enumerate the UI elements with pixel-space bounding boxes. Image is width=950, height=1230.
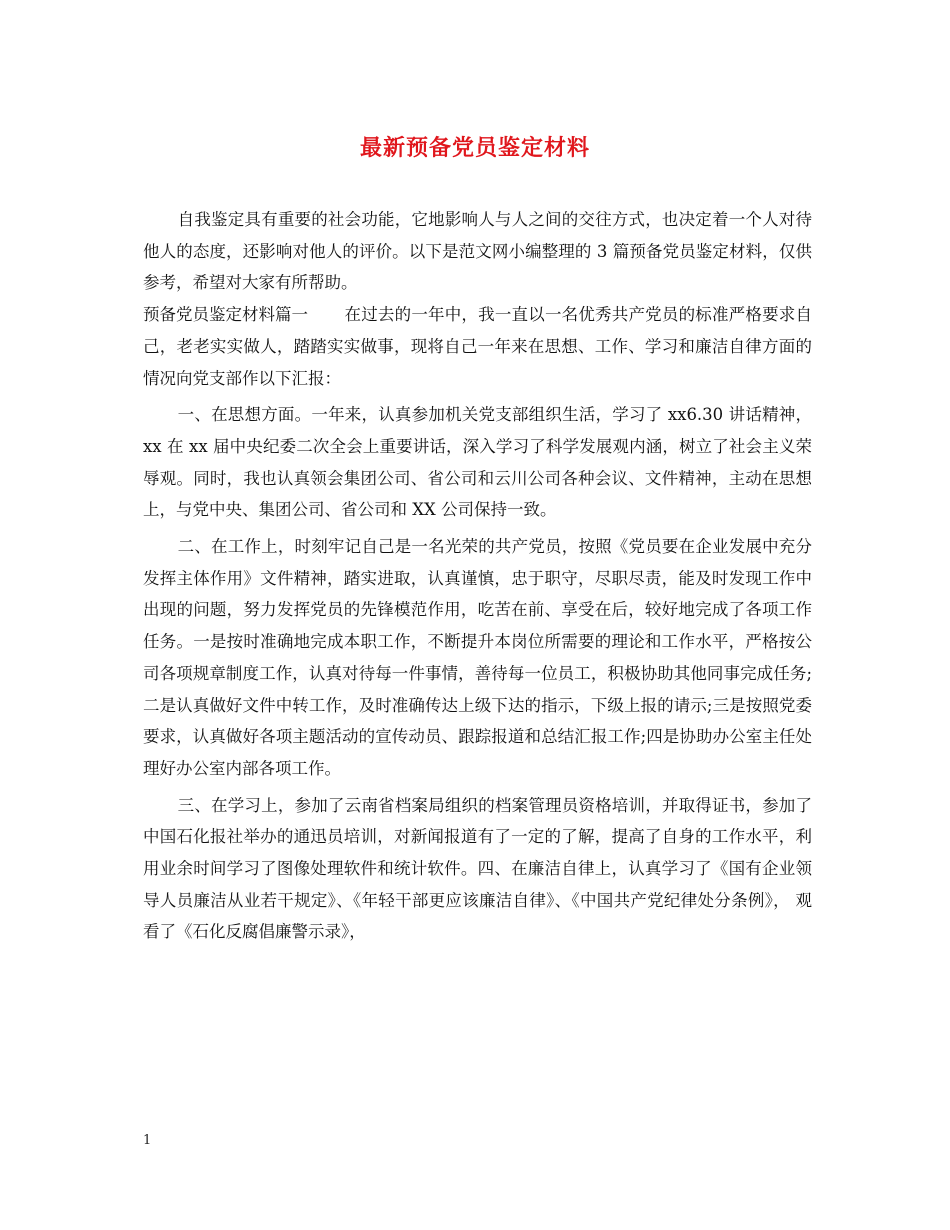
thought-paragraph: 一、在思想方面。一年来，认真参加机关党支部组织生活，学习了 xx6.30 讲话精神，xx 在 xx 届中央纪委二次全会上重要讲话，深入学习了科学发展观内涵，树立了社会主义荣辱观。同时，我也认真领会集团公司、省公司和云川公司各种会议、文件精神，主动在思想上，与党中央、集团公司、省公司和 XX 公司保持一致。 (143, 405, 812, 520)
study-paragraph: 三、在学习上，参加了云南省档案局组织的档案管理员资格培训，并取得证书，参加了中国石化报社举办的通迅员培训，对新闻报道有了一定的了解，提高了自身的工作水平，利用业余时间学习了图像处理软件和统计软件。四、在廉洁自律上，认真学习了《国有企业领导人员廉洁从业若干规定》、《年轻干部更应该廉洁自律》、《中国共产党纪律处分条例》， 观看了《石化反腐倡廉警示录》， (143, 795, 812, 942)
section-heading: 预备党员鉴定材料篇一 (143, 305, 308, 325)
document-body (143, 204, 812, 948)
page-number: 1 (143, 1133, 152, 1148)
intro-paragraph: 自我鉴定具有重要的社会功能，它地影响人与人之间的交往方式，也决定着一个人对待他人的态度，还影响对他人的评价。以下是范文网小编整理的 3 篇预备党员鉴定材料，仅供参考，希望对大家有所帮助。 (143, 210, 812, 293)
work-paragraph: 二、在工作上，时刻牢记自己是一名光荣的共产党员，按照《党员要在企业发展中充分发挥主体作用》文件精神，踏实进取，认真谨慎，忠于职守，尽职尽责，能及时发现工作中出现的问题，努力发挥党员的先锋模范作用，吃苦在前、享受在后，较好地完成了各项工作任务。一是按时准确地完成本职工作，不断提升本岗位所需要的理论和工作水平，严格按公司各项规章制度工作，认真对待每一件事情，善待每一位员工，积极协助其他同事完成任务;二是认真做好文件中转工作，及时准确传达上级下达的指示，下级上报的请示;三是按照党委要求，认真做好各项主题活动的宣传动员、跟踪报道和总结汇报工作;四是协助办公室主任处理好办公室内部各项工作。 (143, 537, 812, 778)
document-title: 最新预备党员鉴定材料 (359, 135, 590, 161)
section-intro-text: 在过去的一年中，我一直以一名优秀共产党员的标准严格要求自己，老老实实做人，踏踏实实做事，现将自己一年来在思想、工作、学习和廉洁自律方面的情况向党支部作以下汇报： (143, 305, 812, 388)
section-paragraph (143, 299, 812, 394)
